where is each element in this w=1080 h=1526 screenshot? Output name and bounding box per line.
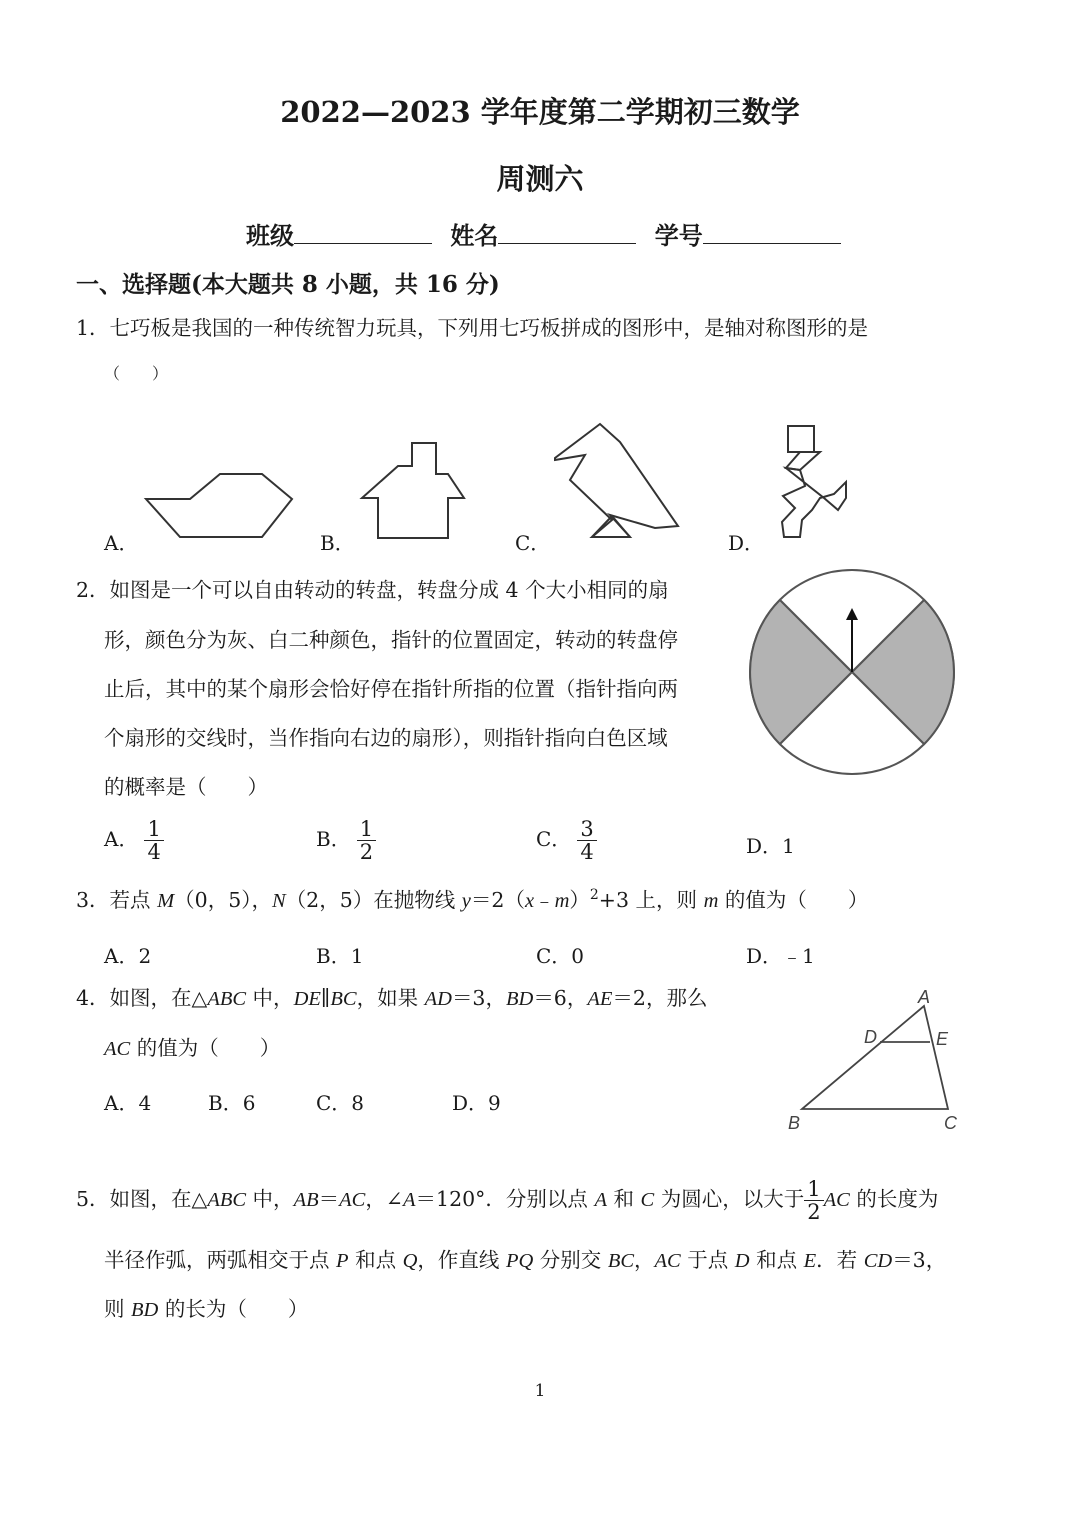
q3-option-d: D．﹣1	[746, 944, 815, 968]
question-2	[76, 580, 669, 601]
exam-title: 2022—2023 学年度第二学期初三数学	[280, 95, 800, 129]
q5-line-2: 半径作弧，两弧相交于点 P 和点 Q，作直线 PQ 分别交 BC，AC 于点 D 和点 E．若 CD＝3，	[104, 1248, 947, 1272]
q1-text: 七巧板是我国的一种传统智力玩具，下列用七巧板拼成的图形中，是轴对称图形的是	[109, 316, 869, 340]
tangram-house-figure	[362, 443, 464, 538]
label-b: B	[788, 1113, 801, 1133]
page-number: 1	[534, 1381, 546, 1401]
q2-option-b: B． $\frac{1}{2}$	[316, 818, 376, 863]
q2-line-4: 个扇形的交线时，当作指向右边的扇形），则指针指向白色区域	[104, 726, 668, 750]
label-d: D	[864, 1027, 877, 1047]
q1-option-c-label: C．	[515, 531, 551, 555]
q4-option-c: C．8	[316, 1091, 365, 1115]
id-label: 学号	[654, 221, 703, 250]
class-label: 班级	[246, 221, 294, 250]
triangle-abc	[802, 1006, 948, 1109]
q2-number: 2．	[76, 578, 110, 602]
q2-line-5: 的概率是（ ）	[104, 775, 268, 799]
q2-line-2: 形，颜色分为灰、白二种颜色，指针的位置固定，转动的转盘停	[104, 628, 678, 652]
q2-option-a: A． $\frac{1}{4}$	[104, 818, 164, 863]
q4-line-2: AC 的值为（ ）	[104, 1036, 281, 1060]
spinner-figure	[748, 570, 956, 778]
q1-option-d-label: D．	[728, 531, 765, 555]
q4-option-a: A．4	[104, 1091, 152, 1115]
tangram-runner-figure	[788, 426, 814, 452]
exam-subtitle: 周测六	[496, 162, 584, 196]
q1-bracket: （ ）	[104, 364, 169, 383]
q4-option-b: B．6	[208, 1091, 256, 1115]
label-e: E	[936, 1029, 949, 1049]
question-3: 3．若点 M（0，5），N（2，5）在抛物线 y＝2（x﹣m）$^2$+3 上，则 m 的值为（ ）	[76, 887, 869, 912]
question-4: 4．如图，在△ABC 中，DE∥BC，如果 AD＝3，BD＝6，AE＝2，那么	[76, 986, 708, 1010]
label-a: A	[918, 987, 931, 1007]
q1-option-a-label: A．	[104, 531, 139, 555]
q2-line-1: 如图是一个可以自由转动的转盘，转盘分成 4 个大小相同的扇	[109, 578, 669, 602]
question-5: 5．如图，在△ABC 中，AB＝AC，∠A＝120°．分别以点 A 和 C 为圆心，以大于 $\frac{1}{2}$ AC 的长度为	[76, 1177, 939, 1225]
name-label: 姓名	[450, 221, 499, 250]
q1-option-b-label: B．	[320, 531, 355, 555]
q3-option-c: C．0	[536, 944, 585, 968]
q1-figures	[0, 0, 1080, 560]
q1-number: 1．	[76, 316, 110, 340]
q2-option-d: D．1	[746, 834, 795, 858]
q2-line-3: 止后，其中的某个扇形会恰好停在指针所指的位置（指针指向两	[104, 677, 678, 701]
label-c: C	[944, 1113, 957, 1133]
triangle-figure	[780, 985, 970, 1135]
q4-option-d: D．9	[452, 1091, 501, 1115]
section-title: 一、选择题(本大题共 8 小题，共 16 分)	[76, 271, 500, 298]
q3-option-b: B．1	[316, 944, 364, 968]
tangram-boat-figure	[146, 474, 292, 537]
q3-option-a: A．2	[104, 944, 152, 968]
q5-line-3: 则 BD 的长为（ ）	[104, 1297, 309, 1321]
q2-option-c: C． $\frac{3}{4}$	[536, 818, 597, 863]
